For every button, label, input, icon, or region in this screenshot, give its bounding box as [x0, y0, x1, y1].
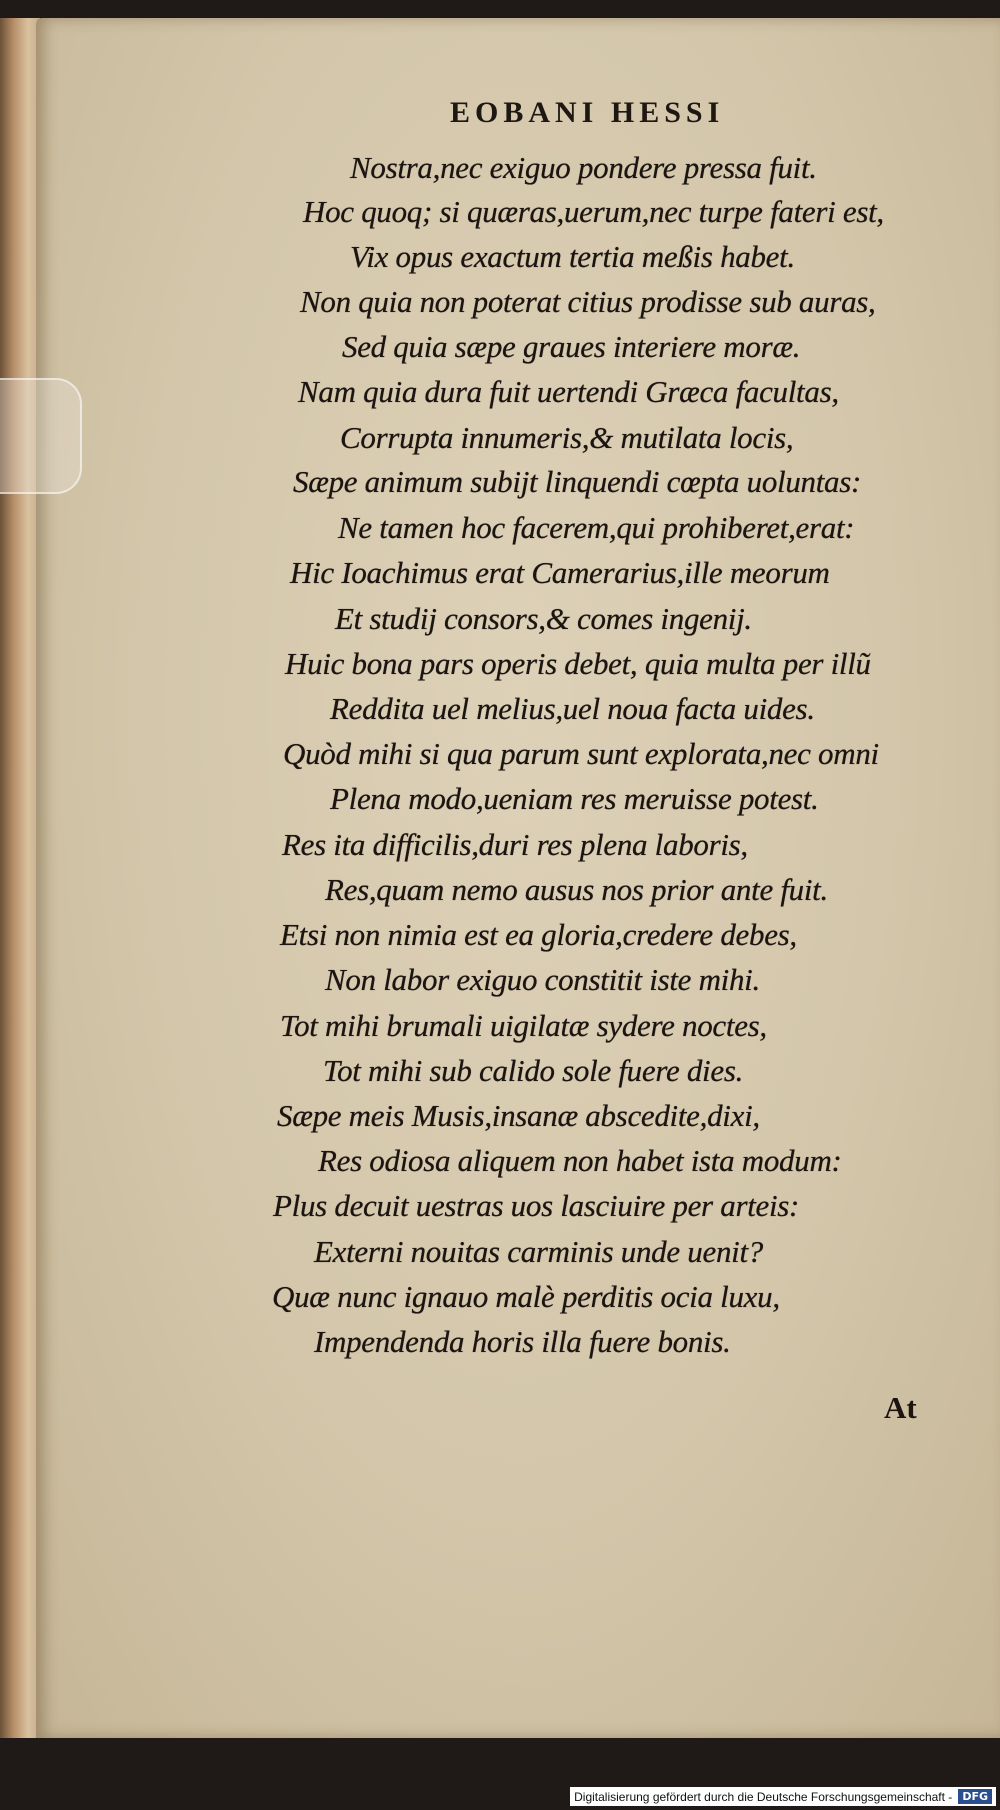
page-edge — [0, 18, 40, 1738]
verse-line: Externi nouitas carminis unde uenit? — [314, 1234, 763, 1269]
verse-line: Res ita difficilis,duri res plena laboris, — [282, 827, 748, 862]
verse-line: Non quia non poterat citius prodisse sub auras, — [300, 284, 876, 319]
verse-line: Impendenda horis illa fuere bonis. — [314, 1324, 731, 1359]
verse-line: Huic bona pars operis debet, quia multa per illũ — [285, 646, 871, 681]
verse-line: Corrupta innumeris,& mutilata locis, — [340, 420, 794, 455]
digitization-credit — [570, 1787, 996, 1806]
verse-line: Res odiosa aliquem non habet ista modum: — [318, 1143, 842, 1178]
page-clip — [0, 378, 82, 494]
verse-line: Res,quam nemo ausus nos prior ante fuit. — [325, 872, 828, 907]
verse-line: Hic Ioachimus erat Camerarius,ille meorum — [290, 555, 830, 590]
verse-line: Non labor exiguo constitit iste mihi. — [325, 962, 760, 997]
verse-line: Reddita uel melius,uel noua facta uides. — [330, 691, 815, 726]
verse-line: Ne tamen hoc facerem,qui prohiberet,erat: — [338, 510, 855, 545]
running-head: EOBANI HESSI — [450, 96, 725, 129]
verse-line: Quæ nunc ignauo malè perditis ocia luxu, — [272, 1279, 780, 1314]
verse-line: Tot mihi sub calido sole fuere dies. — [323, 1053, 744, 1088]
verse-line: Sæpe meis Musis,insanæ abscedite,dixi, — [277, 1098, 760, 1133]
verse-line: Vix opus exactum tertia meßis habet. — [350, 239, 795, 274]
verse-line: Etsi non nimia est ea gloria,credere debes, — [280, 917, 797, 952]
catchword: At — [884, 1390, 917, 1425]
verse-line: Hoc quoq; si quæras,uerum,nec turpe fateri est, — [303, 194, 884, 229]
verse-line: Sæpe animum subijt linquendi cœpta uoluntas: — [293, 464, 862, 499]
verse-line: Et studij consors,& comes ingenij. — [335, 601, 752, 636]
verse-line: Plena modo,ueniam res meruisse potest. — [330, 781, 819, 816]
dfg-logo: DFG — [958, 1789, 992, 1804]
verse-line: Nam quia dura fuit uertendi Græca facultas, — [298, 374, 839, 409]
verse-line: Tot mihi brumali uigilatæ sydere noctes, — [280, 1008, 767, 1043]
credit-text: Digitalisierung gefördert durch die Deutsche Forschungsgemeinschaft - — [574, 1789, 953, 1804]
verse-line: Plus decuit uestras uos lasciuire per arteis: — [273, 1188, 800, 1223]
verse-line: Sed quia sæpe graues interiere moræ. — [342, 329, 801, 364]
verse-line: Quòd mihi si qua parum sunt explorata,nec omni — [283, 736, 879, 771]
verse-line: Nostra,nec exiguo pondere pressa fuit. — [350, 150, 817, 185]
